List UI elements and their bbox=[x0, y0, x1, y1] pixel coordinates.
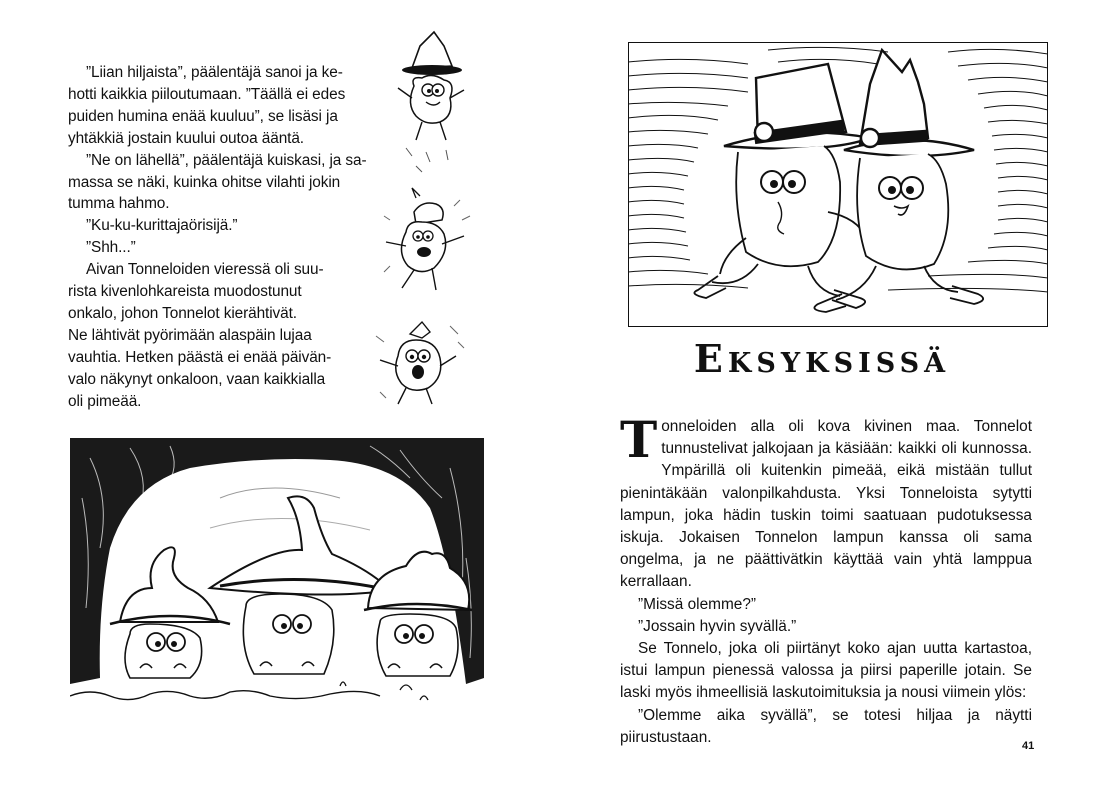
text-line: ”Ne on lähellä”, päälentäjä kuiskasi, ja sa- bbox=[86, 151, 367, 169]
first-paragraph-text: onneloiden alla oli kova kivinen maa. Tonnelot tunnustelivat jalkojaan ja käsiään: kaikki oli kunnossa. Ympärillä oli kuitenkin pimeää, eikä mistään tullut pienintäkään valonpilkahdusta. Yksi Tonneloista sytytti lampun, joka hädin tuskin toimi saatuaan pudotuksessa iskuja. Jokaisen Tonnelon lampun kanssa oli sama ongelma, ja ne päättivätkin käyttää vain yhtä lamppua kerrallaan. bbox=[620, 418, 1032, 591]
paragraph: ”Olemme aika syvällä”, se totesi hiljaa ja näytti piirustustaan. bbox=[620, 706, 1032, 746]
falling-creature-illustration-2 bbox=[376, 186, 476, 306]
paragraph: Se Tonnelo, joka oli piirtänyt koko ajan uutta kartastoa, istui lampun pienessä valossa ja piirsi paperille jotain. Se laski myös ihmeellisiä laskutoimituksia ja nousi viimein ylös: bbox=[620, 640, 1032, 702]
text-line: onkalo, johon Tonnelot kierähtivät. bbox=[68, 304, 297, 322]
text-line: vauhtia. Hetken päästä ei enää päivän- bbox=[68, 348, 332, 366]
page-number: 41 bbox=[1022, 740, 1035, 752]
falling-creature-illustration-1 bbox=[392, 28, 472, 178]
text-line: rista kivenlohkareista muodostunut bbox=[68, 283, 302, 301]
text-line: massa se näki, kuinka ohitse vilahti jokin bbox=[68, 173, 341, 191]
drop-cap: T bbox=[620, 410, 658, 469]
right-page-text bbox=[620, 410, 1032, 749]
text-line: Ne lähtivät pyörimään alaspäin lujaa bbox=[68, 326, 312, 344]
text-line: tumma hahmo. bbox=[68, 195, 170, 213]
first-paragraph bbox=[620, 410, 1032, 594]
cave-illustration bbox=[70, 438, 484, 714]
text-line: hotti kaikkia piiloutumaan. ”Täällä ei edes bbox=[68, 85, 346, 103]
text-line: ”Liian hiljaista”, päälentäjä sanoi ja ke- bbox=[86, 64, 343, 81]
text-line: yhtäkkiä jostain kuului outoa ääntä. bbox=[68, 129, 304, 147]
text-line: ”Ku-ku-kurittajaörisijä.” bbox=[86, 217, 238, 235]
text-line: oli pimeää. bbox=[68, 392, 142, 410]
left-page-text bbox=[68, 62, 367, 413]
text-line: ”Shh...” bbox=[86, 239, 136, 257]
right-page bbox=[548, 0, 1096, 794]
text-line: puiden humina enää kuuluu”, se lisäsi ja bbox=[68, 107, 338, 125]
falling-creature-illustration-3 bbox=[370, 316, 470, 416]
text-line: Aivan Tonneloiden vieressä oli suu- bbox=[86, 261, 324, 279]
paragraph: ”Jossain hyvin syvällä.” bbox=[638, 617, 797, 635]
text-line: valo näkynyt onkaloon, vaan kaikkialla bbox=[68, 370, 326, 388]
chapter-title: Eksyksissä bbox=[693, 336, 951, 381]
two-creatures-illustration bbox=[628, 42, 1048, 327]
paragraph: ”Missä olemme?” bbox=[638, 595, 757, 613]
